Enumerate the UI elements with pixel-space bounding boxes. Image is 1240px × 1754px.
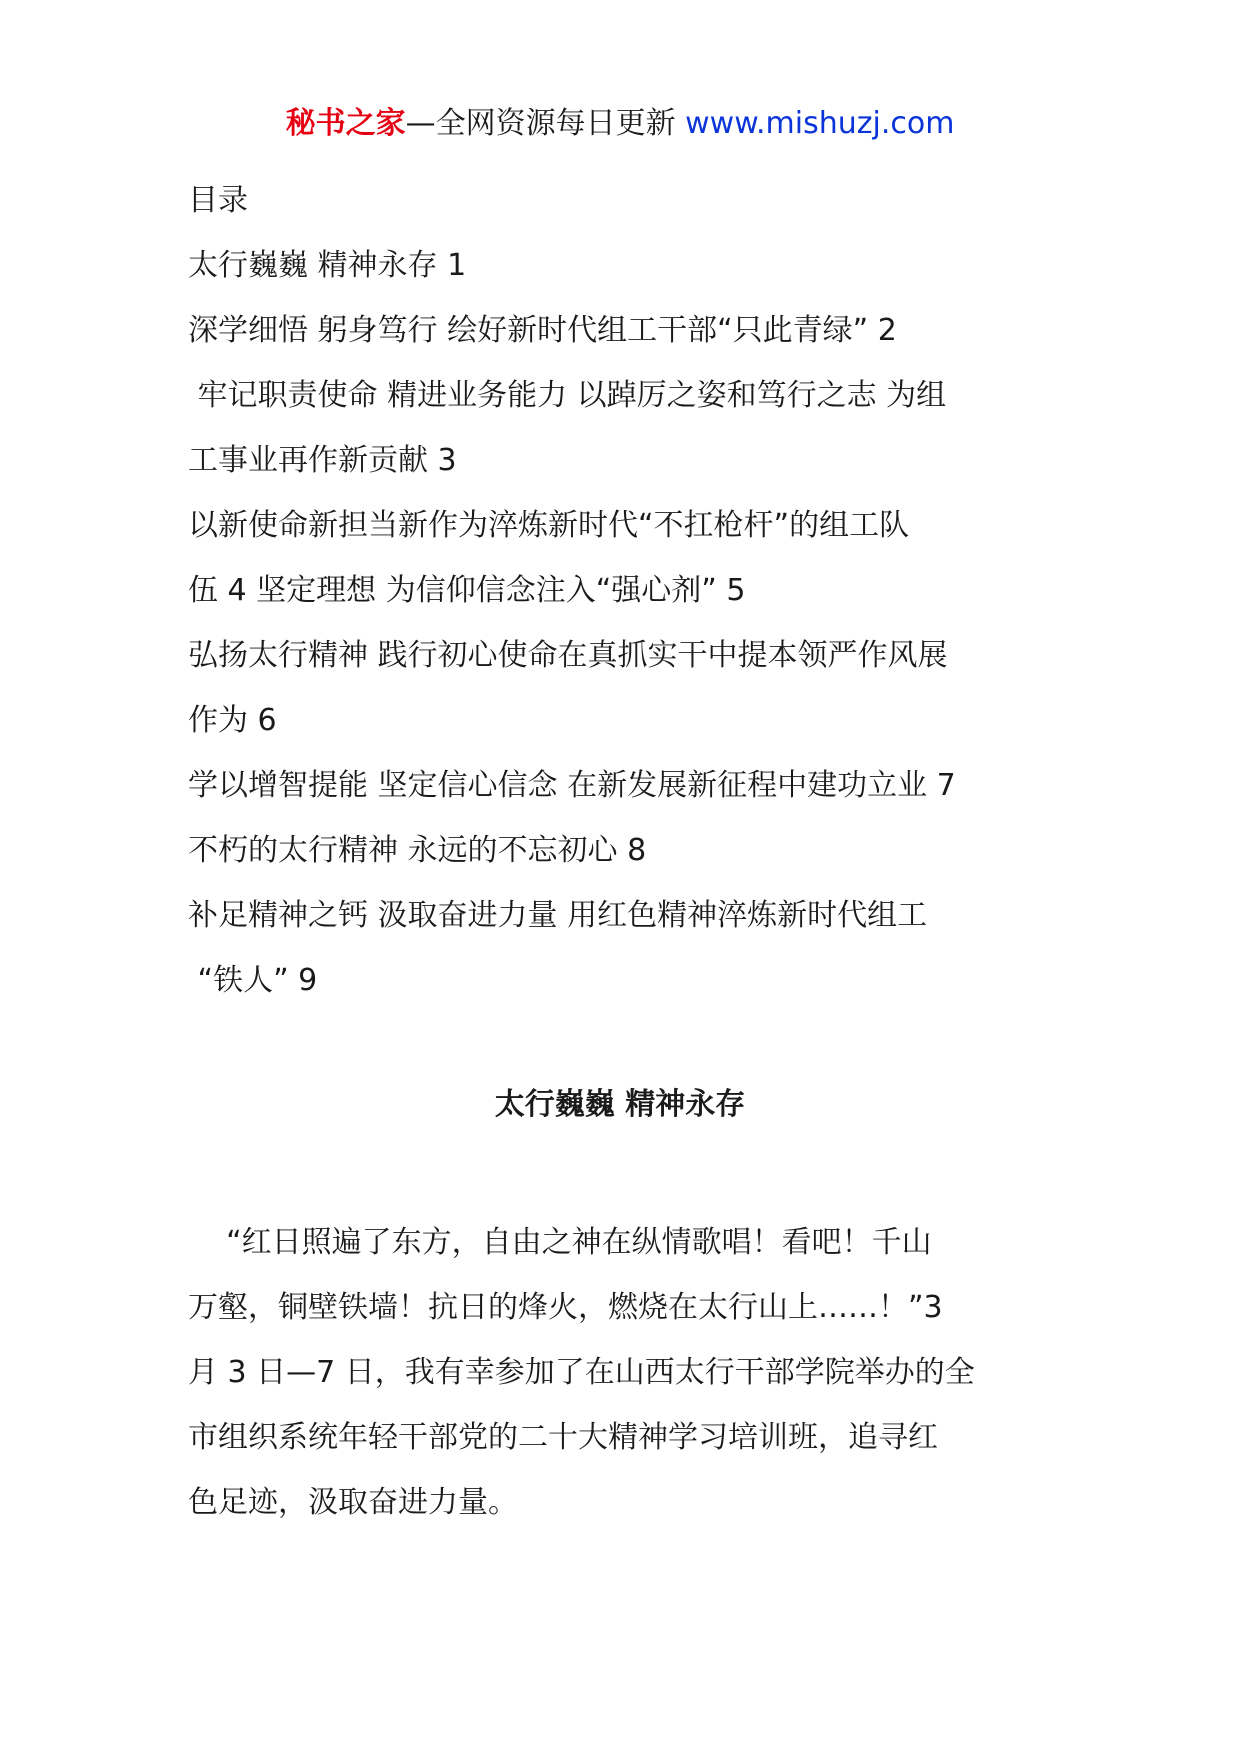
toc-title: 目录 <box>188 183 248 218</box>
body-line: 色足迹，汲取奋进力量。 <box>188 1485 518 1520</box>
page-header <box>0 100 1240 148</box>
article-body <box>188 1210 1068 1535</box>
toc-line: 不朽的太行精神 永远的不忘初心 8 <box>188 833 647 868</box>
toc-line: 学以增智提能 坚定信心信念 在新发展新征程中建功立业 7 <box>188 768 956 803</box>
website-link[interactable]: www.mishuzj.com <box>685 106 955 141</box>
brand-name: 秘书之家 <box>285 106 406 141</box>
body-line: “红日照遍了东方，自由之神在纵情歌唱！看吧！千山 <box>188 1225 932 1260</box>
toc-line: 牢记职责使命 精进业务能力 以踔厉之姿和笃行之志 为组 <box>188 378 947 413</box>
table-of-contents <box>188 168 1068 1013</box>
toc-line: 工事业再作新贡献 3 <box>188 443 457 478</box>
toc-line: 补足精神之钙 汲取奋进力量 用红色精神淬炼新时代组工 <box>188 898 928 933</box>
body-line: 月 3 日—7 日，我有幸参加了在山西太行干部学院举办的全 <box>188 1355 975 1390</box>
toc-line: 以新使命新担当新作为淬炼新时代“不扛枪杆”的组工队 <box>188 508 910 543</box>
body-line: 万壑，铜壁铁墙！抗日的烽火，燃烧在太行山上……！”3 <box>188 1290 943 1325</box>
toc-line: “铁人” 9 <box>188 963 318 998</box>
body-line: 市组织系统年轻干部党的二十大精神学习培训班，追寻红 <box>188 1420 938 1455</box>
toc-line: 太行巍巍 精神永存 1 <box>188 248 467 283</box>
article-title: 太行巍巍 精神永存 <box>494 1087 746 1122</box>
header-tagline: —全网资源每日更新 <box>405 106 676 141</box>
toc-line: 伍 4 坚定理想 为信仰信念注入“强心剂” 5 <box>188 573 746 608</box>
toc-line: 作为 6 <box>188 703 277 738</box>
toc-line: 深学细悟 躬身笃行 绘好新时代组工干部“只此青绿” 2 <box>188 313 897 348</box>
toc-line: 弘扬太行精神 践行初心使命在真抓实干中提本领严作风展 <box>188 638 948 673</box>
